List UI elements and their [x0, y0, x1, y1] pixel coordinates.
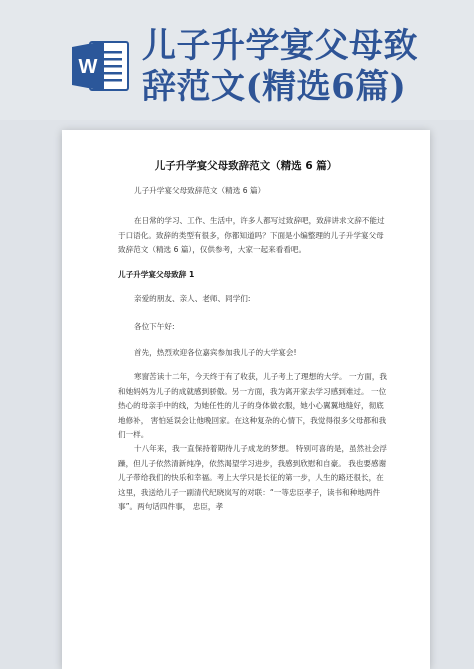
intro-paragraph: 在日常的学习、工作、生活中，许多人都写过致辞吧，致辞讲求文辞不能过于口语化。致辞的类型有很多，你都知道吗？下面是小编整理的儿子升学宴父母致辞范文（精选 6 篇），仅供参考，大家一起来看看吧。	[118, 216, 385, 254]
document-title: 儿子升学宴父母致辞范文（精选 6 篇）	[154, 160, 338, 172]
body-paragraph-1: 寒窗苦读十二年，今天终于有了收获，儿子考上了理想的大学。 一方面，我和她妈妈为儿子的成就感到骄傲。另一方面，我为离开家去学习感到难过。 一位热心的母亲手中的线，为她任性的儿子的身体做衣服，她小心翼翼地缝好，彻底地修补， 害怕延误会让他晚回家。在这种复杂的心情下，我觉得很多父母都和我们一样。	[118, 372, 388, 439]
greeting-line: 亲爱的朋友、亲人、老师、同学们:	[134, 294, 251, 303]
document-page	[62, 130, 430, 669]
welcome-line: 首先，热烈欢迎各位嘉宾参加我儿子的大学宴会!	[134, 348, 297, 357]
body-paragraph-2: 十八年来，我一直保持着期待儿子成龙的梦想。 特别可喜的是，虽然社会浮躁，但儿子依然清新纯净，依然渴望学习进步，我感到欣慰和自豪。 我也要感谢儿子带给我们的快乐和幸福。考上大学只是长征的第一步，人生的路还很长，在这里，我送给儿子一副清代纪晓岚写的对联：“一等忠臣孝子，读书和种地两件事”。两句话四件事， 忠臣，孝	[118, 444, 388, 511]
header-banner	[0, 0, 474, 120]
svg-text:W: W	[78, 56, 98, 78]
section-heading: 儿子升学宴父母致辞 1	[118, 270, 195, 279]
document-subtitle: 儿子升学宴父母致辞范文（精选 6 篇）	[134, 186, 266, 195]
word-document-icon	[72, 38, 130, 94]
page-title: 儿子升学宴父母致 辞范文(精选6篇)	[142, 26, 418, 107]
afternoon-line: 各位下午好:	[134, 322, 175, 331]
